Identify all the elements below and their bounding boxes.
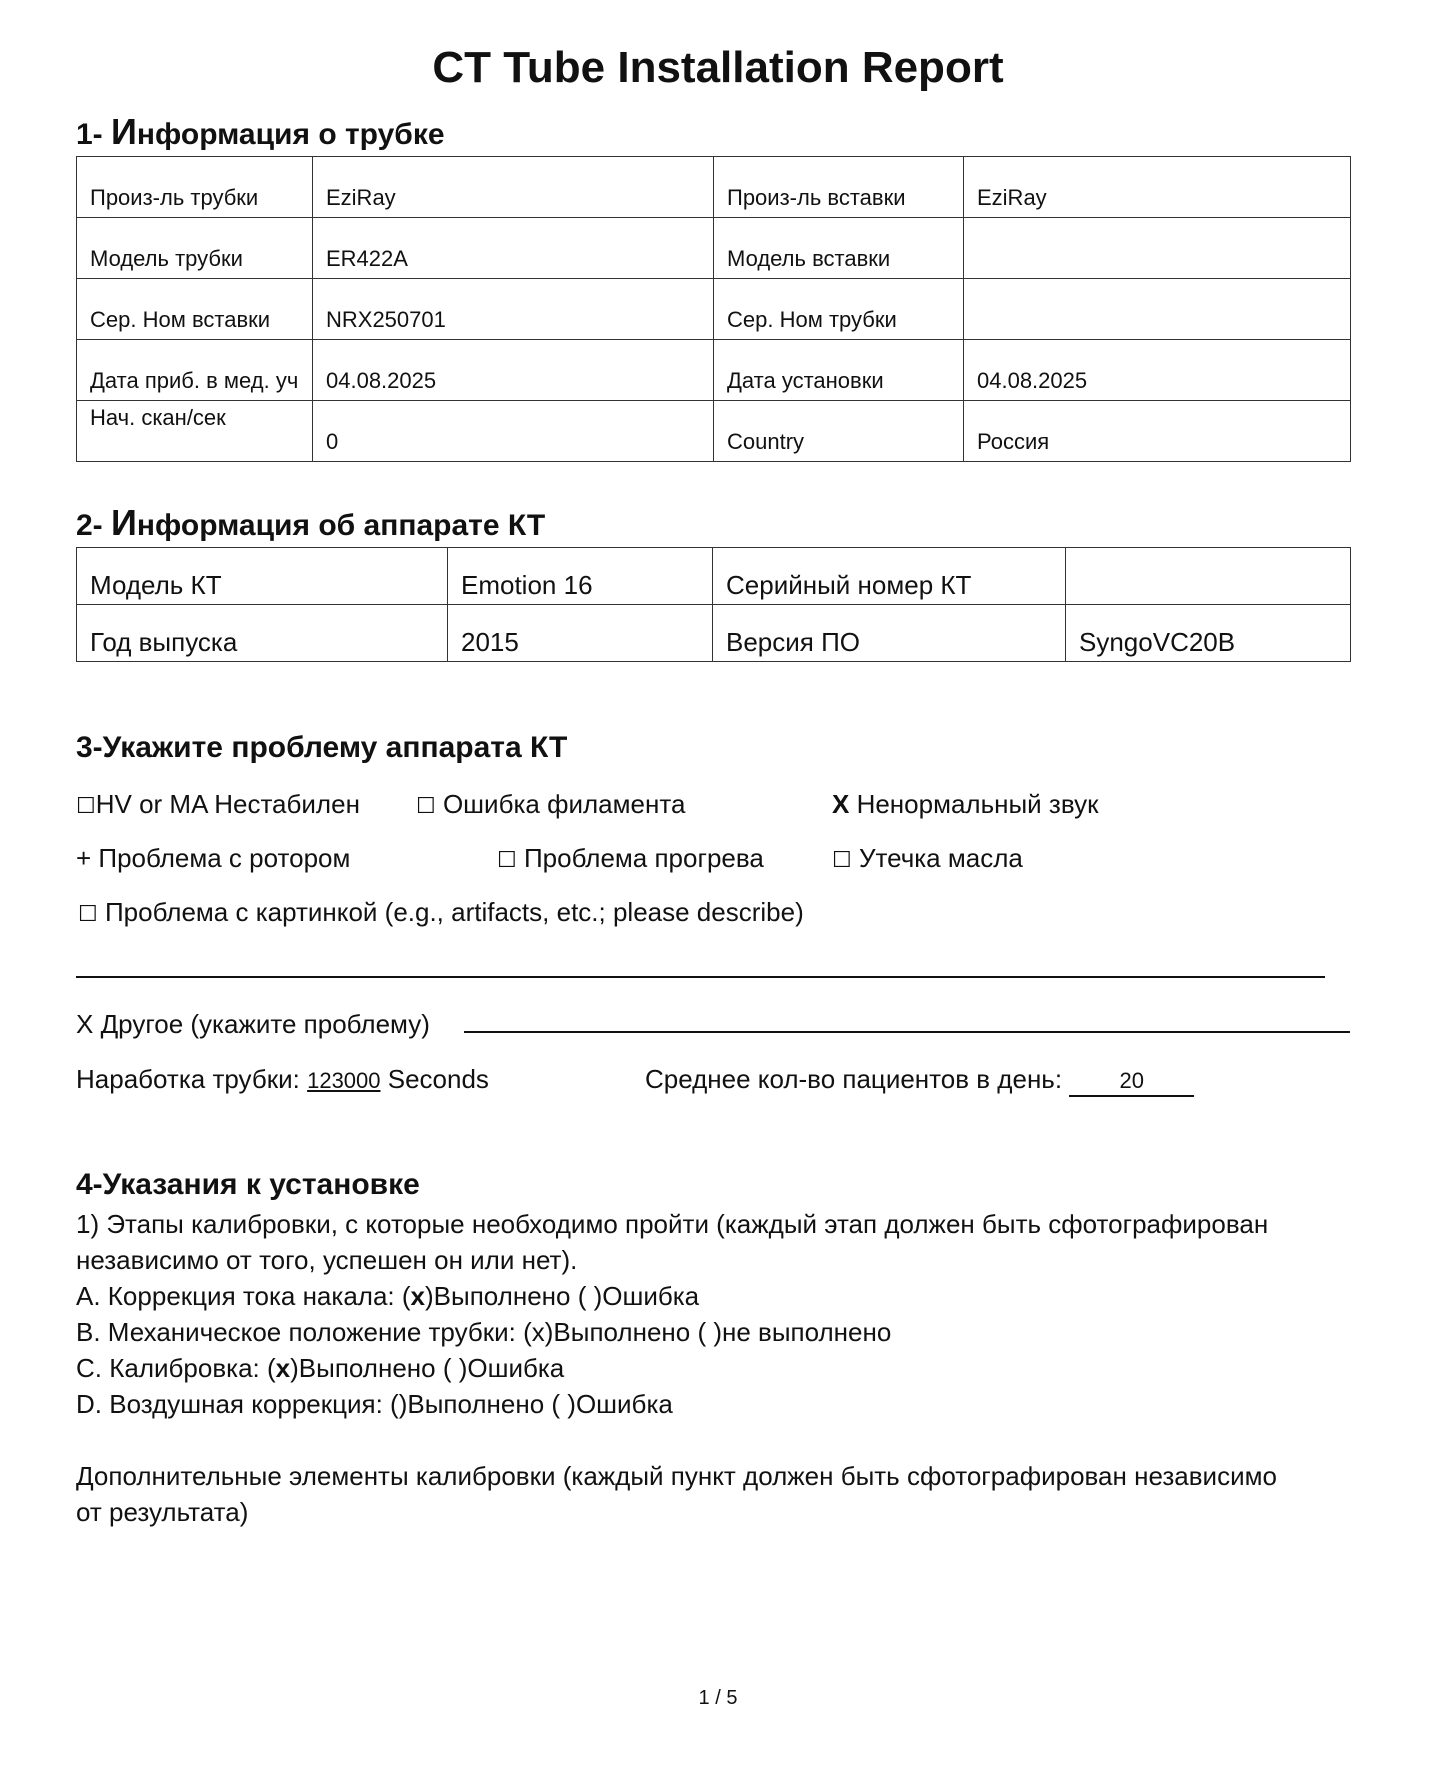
table-row: [77, 279, 1351, 340]
option-abnormal-sound[interactable]: [832, 787, 1098, 821]
checkbox-icon[interactable]: ☐: [76, 794, 96, 819]
step-a-options: )Выполнено ( )Ошибка: [425, 1281, 700, 1311]
insert-serial-label: Сер. Ном вставки: [77, 279, 313, 340]
checkbox-icon[interactable]: ☐: [416, 794, 436, 819]
table-row: [77, 340, 1351, 401]
patients-per-day-value[interactable]: 20: [1069, 1067, 1194, 1097]
calibration-intro-line-1: 1) Этапы калибровки, с которые необходимо пройти (каждый этап должен быть сфотографирован: [76, 1209, 1269, 1239]
table-row: [77, 218, 1351, 279]
arrival-date-label: Дата приб. в мед. уч: [77, 340, 313, 401]
insert-model-label: Модель вставки: [714, 218, 964, 279]
patients-per-day-label: Среднее кол-во пациентов в день:: [645, 1064, 1070, 1094]
step-d: D. Воздушная коррекция: ()Выполнено ( )Ошибка: [76, 1389, 673, 1419]
tube-info-table: [76, 156, 1351, 462]
section-4-heading: 4-Указания к установке: [76, 1168, 420, 1201]
tube-serial-value[interactable]: [964, 279, 1351, 340]
ct-model-label: Модель КТ: [77, 548, 448, 605]
calibration-intro: [76, 1206, 1366, 1422]
step-c: [76, 1350, 1366, 1386]
arrival-date-value[interactable]: 04.08.2025: [313, 340, 714, 401]
initial-scan-seconds-label: Нач. скан/сек: [77, 401, 313, 462]
tube-serial-label: Сер. Ном трубки: [714, 279, 964, 340]
ct-serial-value[interactable]: [1066, 548, 1351, 605]
ct-model-value[interactable]: Emotion 16: [448, 548, 713, 605]
section-1-initial: И: [111, 111, 137, 152]
tube-model-label: Модель трубки: [77, 218, 313, 279]
step-c-mark[interactable]: x: [275, 1353, 291, 1383]
step-a-mark[interactable]: x: [410, 1281, 426, 1311]
insert-serial-value[interactable]: NRX250701: [313, 279, 714, 340]
step-a-label: A. Коррекция тока накала: (: [76, 1281, 411, 1311]
tube-model-value[interactable]: ER422A: [313, 218, 714, 279]
table-row: [77, 157, 1351, 218]
tube-manufacturer-label: Произ-ль трубки: [77, 157, 313, 218]
other-problem-label: X Другое (укажите проблему): [76, 1009, 430, 1039]
page-title: CT Tube Installation Report: [432, 43, 1004, 92]
ct-serial-label: Серийный номер КТ: [713, 548, 1066, 605]
tube-runtime-unit: Seconds: [380, 1064, 489, 1094]
initial-scan-seconds-value[interactable]: 0: [313, 401, 714, 462]
option-oil-leak[interactable]: [832, 841, 1023, 878]
ct-info-table: [76, 547, 1351, 662]
table-row: [77, 605, 1351, 662]
install-date-label: Дата установки: [714, 340, 964, 401]
step-c-label: C. Калибровка: (: [76, 1353, 276, 1383]
install-date-value[interactable]: 04.08.2025: [964, 340, 1351, 401]
additional-calibration-note: [76, 1458, 1366, 1530]
option-image-problem[interactable]: [78, 895, 804, 932]
other-problem-input-line[interactable]: [464, 1031, 1350, 1033]
software-version-label: Версия ПО: [713, 605, 1066, 662]
section-2-number: 2-: [76, 509, 112, 542]
section-2-title: нформация об аппарате КТ: [136, 509, 546, 542]
section-1-title: нформация о трубке: [136, 118, 445, 151]
tube-manufacturer-value[interactable]: EziRay: [313, 157, 714, 218]
option-hv-ma-unstable[interactable]: [76, 787, 360, 824]
country-value[interactable]: Россия: [964, 401, 1351, 462]
insert-manufacturer-value[interactable]: EziRay: [964, 157, 1351, 218]
tube-runtime-value[interactable]: 123000: [307, 1068, 381, 1093]
option-label: Ненормальный звук: [849, 789, 1099, 819]
option-warmup-problem[interactable]: [497, 841, 764, 878]
table-row: [77, 401, 1351, 462]
option-label: Проблема прогрева: [516, 843, 764, 873]
section-1-heading: [76, 112, 445, 155]
step-c-options: )Выполнено ( )Ошибка: [290, 1353, 565, 1383]
checkbox-icon[interactable]: ☐: [497, 848, 517, 873]
option-label: Утечка масла: [851, 843, 1023, 873]
tube-runtime-label: Наработка трубки:: [76, 1064, 308, 1094]
manufacture-year-value[interactable]: 2015: [448, 605, 713, 662]
option-label: + Проблема с ротором: [76, 843, 351, 873]
step-a: [76, 1278, 1366, 1314]
section-2-heading: [76, 503, 545, 546]
additional-note-line-2: от результата): [76, 1497, 249, 1527]
checkbox-icon[interactable]: ☐: [832, 848, 852, 873]
additional-note-line-1: Дополнительные элементы калибровки (каждый пункт должен быть сфотографирован независимо: [76, 1461, 1277, 1491]
step-b: B. Механическое положение трубки: (x)Выполнено ( )не выполнено: [76, 1317, 892, 1347]
option-label: Ошибка филамента: [435, 789, 686, 819]
calibration-intro-line-2: независимо от того, успешен он или нет).: [76, 1245, 578, 1275]
checked-mark-icon[interactable]: X: [832, 789, 850, 819]
option-label: Проблема с картинкой (e.g., artifacts, etc.; please describe): [97, 897, 804, 927]
option-filament-error[interactable]: [416, 787, 685, 824]
section-2-initial: И: [111, 502, 137, 543]
insert-manufacturer-label: Произ-ль вставки: [714, 157, 964, 218]
software-version-value[interactable]: SyngoVC20B: [1066, 605, 1351, 662]
country-label: Country: [714, 401, 964, 462]
section-3-heading: 3-Укажите проблему аппарата КТ: [76, 731, 568, 764]
patients-per-day-field: [645, 1062, 1194, 1097]
option-rotor-problem[interactable]: [76, 841, 350, 875]
table-row: [77, 548, 1351, 605]
manufacture-year-label: Год выпуска: [77, 605, 448, 662]
section-1-number: 1-: [76, 118, 112, 151]
option-label: HV or MA Нестабилен: [95, 789, 360, 819]
tube-runtime-field: [76, 1062, 489, 1098]
checkbox-icon[interactable]: ☐: [78, 902, 98, 927]
insert-model-value[interactable]: [964, 218, 1351, 279]
image-problem-description-line[interactable]: [76, 976, 1325, 978]
page-number: 1 / 5: [698, 1687, 738, 1709]
